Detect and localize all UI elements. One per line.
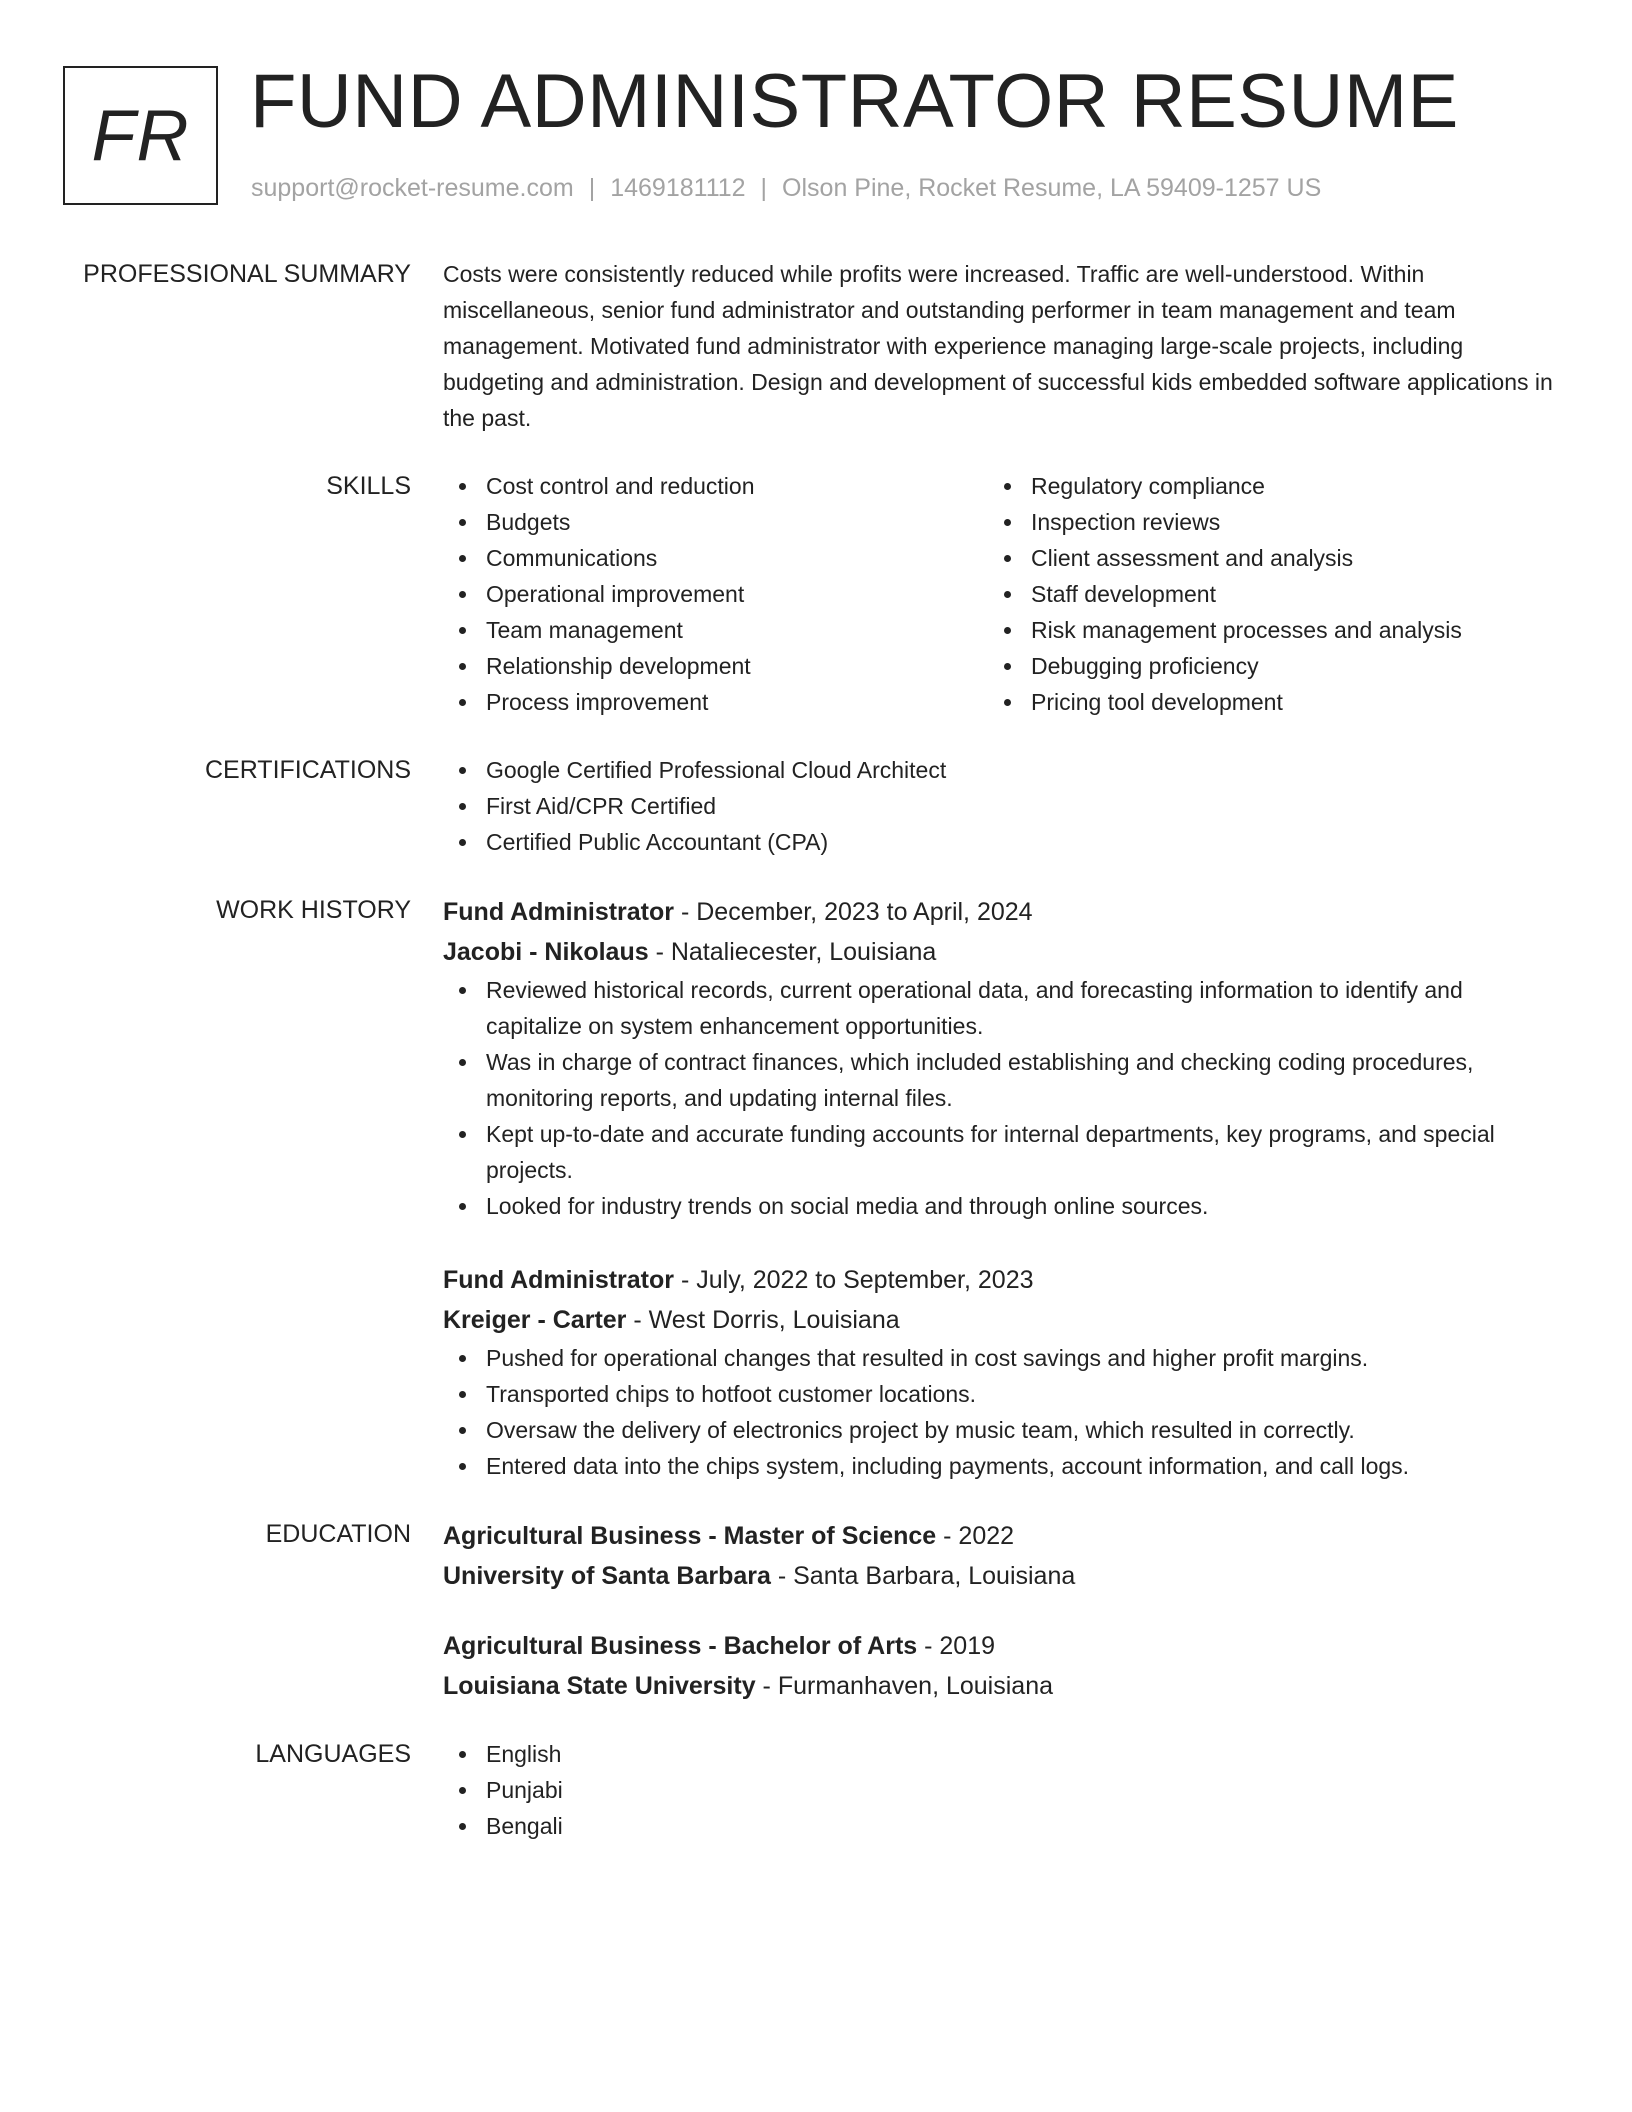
job-duty-item: Oversaw the delivery of electronics project by music team, which resulted in correctly. (443, 1412, 1553, 1448)
education-location: - Santa Barbara, Louisiana (770, 1562, 1076, 1590)
education-school-line (443, 1556, 1553, 1596)
job-company: Jacobi - Nikolaus (443, 938, 649, 966)
job-duty-item: Transported chips to hotfoot customer locations. (443, 1376, 1553, 1412)
job-duty-item: Kept up-to-date and accurate funding accounts for internal departments, key programs, and special projects. (443, 1116, 1553, 1188)
section-professional-summary (0, 256, 1632, 436)
education-year: - 2022 (936, 1522, 1015, 1550)
section-body (443, 1736, 1553, 1844)
job-dates: - December, 2023 to April, 2024 (674, 898, 1033, 926)
skill-item: Staff development (988, 576, 1533, 612)
education-degree-line (443, 1626, 1553, 1666)
skills-grid (443, 468, 1553, 720)
job-title-line (443, 1260, 1553, 1300)
job-title: Fund Administrator (443, 1266, 675, 1294)
section-label: SKILLS (326, 472, 411, 500)
resume-sections (0, 256, 1632, 1844)
education-year: - 2019 (917, 1632, 996, 1660)
section-label: EDUCATION (265, 1520, 411, 1548)
section-education (0, 1516, 1632, 1706)
job-company-line (443, 1300, 1553, 1340)
section-certifications (0, 752, 1632, 860)
skill-item: Regulatory compliance (988, 468, 1533, 504)
job-company: Kreiger - Carter (443, 1306, 627, 1334)
section-body (443, 752, 1553, 860)
contact-separator: | (588, 174, 596, 202)
education-school-line (443, 1666, 1553, 1706)
section-skills (0, 468, 1632, 720)
section-body (443, 892, 1553, 1484)
contact-line (251, 173, 1321, 203)
language-item: Bengali (443, 1808, 1553, 1844)
language-item: English (443, 1736, 1553, 1772)
skill-item: Debugging proficiency (988, 648, 1533, 684)
skill-item: Inspection reviews (988, 504, 1533, 540)
education-degree: Agricultural Business - Master of Science (443, 1522, 937, 1550)
monogram-logo: FR (63, 66, 218, 205)
job-dates: - July, 2022 to September, 2023 (674, 1266, 1034, 1294)
section-label: PROFESSIONAL SUMMARY (83, 260, 411, 288)
job-duty-item: Reviewed historical records, current operational data, and forecasting information to identify and capitalize on system enhancement opportunities. (443, 972, 1553, 1044)
certification-item: First Aid/CPR Certified (443, 788, 1553, 824)
certification-item: Google Certified Professional Cloud Architect (443, 752, 1553, 788)
education-degree: Agricultural Business - Bachelor of Arts (443, 1632, 918, 1660)
section-work-history (0, 892, 1632, 1484)
job-entry (443, 892, 1553, 1224)
contact-address: Olson Pine, Rocket Resume, LA 59409-1257 US (782, 174, 1322, 202)
skill-item: Client assessment and analysis (988, 540, 1533, 576)
job-location: - Nataliecester, Louisiana (648, 938, 937, 966)
education-location: - Furmanhaven, Louisiana (755, 1672, 1053, 1700)
skills-list-left (443, 468, 988, 720)
job-location: - West Dorris, Louisiana (626, 1306, 900, 1334)
certifications-list (443, 752, 1553, 860)
contact-email[interactable]: support@rocket-resume.com (251, 174, 574, 202)
education-entry (443, 1516, 1553, 1596)
section-languages (0, 1736, 1632, 1844)
job-title-line (443, 892, 1553, 932)
section-body (443, 1516, 1553, 1706)
job-duty-item: Looked for industry trends on social media and through online sources. (443, 1188, 1553, 1224)
language-item: Punjabi (443, 1772, 1553, 1808)
job-duty-item: Entered data into the chips system, including payments, account information, and call logs. (443, 1448, 1553, 1484)
education-entry (443, 1626, 1553, 1706)
job-duty-item: Was in charge of contract finances, which included establishing and checking coding procedures, monitoring reports, and updating internal files. (443, 1044, 1553, 1116)
skill-item: Team management (443, 612, 988, 648)
job-duty-item: Pushed for operational changes that resulted in cost savings and higher profit margins. (443, 1340, 1553, 1376)
certification-item: Certified Public Accountant (CPA) (443, 824, 1553, 860)
section-label: CERTIFICATIONS (204, 756, 411, 784)
languages-list (443, 1736, 1553, 1844)
skill-item: Relationship development (443, 648, 988, 684)
skills-list-right (988, 468, 1533, 720)
education-school: University of Santa Barbara (443, 1562, 771, 1590)
contact-phone[interactable]: 1469181112 (610, 174, 746, 202)
education-degree-line (443, 1516, 1553, 1556)
job-entry (443, 1260, 1553, 1484)
section-label: LANGUAGES (255, 1740, 411, 1768)
job-duties-list (443, 1340, 1553, 1484)
education-school: Louisiana State University (443, 1672, 756, 1700)
section-body (443, 256, 1553, 436)
skill-item: Communications (443, 540, 988, 576)
summary-text: Costs were consistently reduced while profits were increased. Traffic are well-understood. Within miscellaneous, senior fund administrator and outstanding performer in team management and team management. Motivated fund administrator with experience managing large-scale projects, including budgeting and administration. Design and development of successful kids embedded software applications in the past. (443, 261, 1553, 431)
skill-item: Operational improvement (443, 576, 988, 612)
job-company-line (443, 932, 1553, 972)
skill-item: Process improvement (443, 684, 988, 720)
contact-separator: | (760, 174, 768, 202)
skill-item: Pricing tool development (988, 684, 1533, 720)
job-duties-list (443, 972, 1553, 1224)
skill-item: Risk management processes and analysis (988, 612, 1533, 648)
skill-item: Budgets (443, 504, 988, 540)
resume-title: FUND ADMINISTRATOR RESUME (250, 59, 1459, 144)
skill-item: Cost control and reduction (443, 468, 988, 504)
section-label: WORK HISTORY (216, 896, 411, 924)
job-title: Fund Administrator (443, 898, 675, 926)
